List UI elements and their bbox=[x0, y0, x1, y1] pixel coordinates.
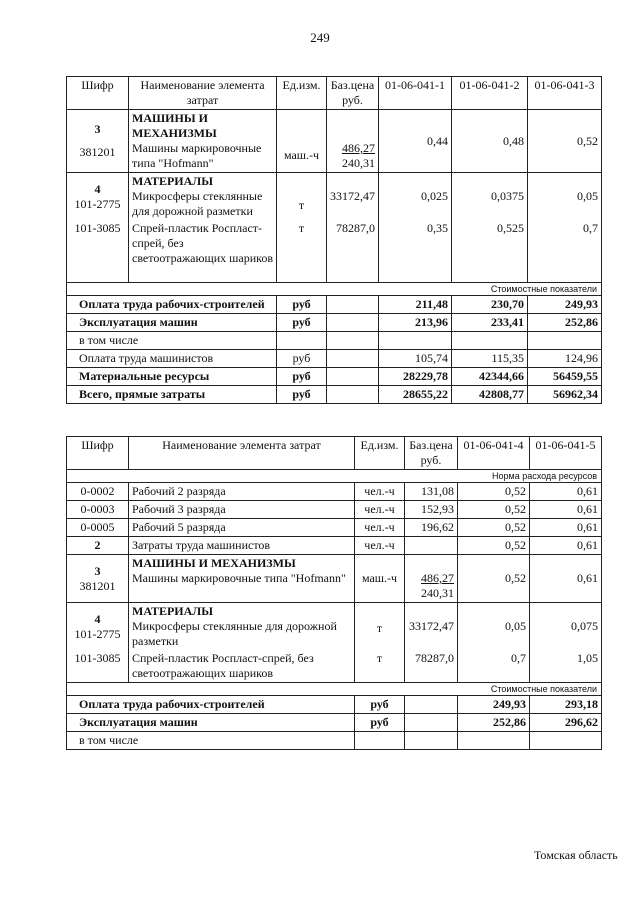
summary-row bbox=[67, 313, 602, 331]
row-name: Микросферы стеклянные для дорожной разметки bbox=[132, 619, 337, 648]
summary-label: Всего, прямые затраты bbox=[67, 385, 277, 403]
col-unit-header: Ед.изм. bbox=[277, 77, 327, 110]
row-value-1: 0,025 bbox=[421, 189, 448, 203]
row-value-5: 0,61 bbox=[530, 483, 602, 501]
col-name-header: Наименование элемента затрат bbox=[129, 437, 355, 470]
row-unit: т bbox=[355, 650, 405, 683]
row-name: Спрей-пластик Роспласт-спрей, без светоотражающих шариков bbox=[132, 221, 274, 265]
row-price-bottom: 240,31 bbox=[421, 586, 454, 600]
summary-value-2: 42344,66 bbox=[452, 367, 528, 385]
row-unit: маш.-ч bbox=[283, 148, 320, 162]
row-code: 2 bbox=[67, 537, 129, 555]
row-unit: чел.-ч bbox=[355, 537, 405, 555]
row-name: Микросферы стеклянные для дорожной разметки bbox=[132, 189, 263, 218]
row-name: Спрей-пластик Роспласт-спрей, без светоотражающих шариков bbox=[129, 650, 355, 683]
table-row bbox=[67, 519, 602, 537]
row-code: 0-0002 bbox=[67, 483, 129, 501]
row-price-bottom: 240,31 bbox=[342, 156, 375, 170]
summary-row bbox=[67, 331, 602, 349]
cost-indicators-label: Стоимостные показатели bbox=[67, 683, 602, 696]
col-price-header: Баз.цена руб. bbox=[405, 437, 458, 470]
col-header-4: 01-06-041-4 bbox=[458, 437, 530, 470]
row-unit: чел.-ч bbox=[355, 501, 405, 519]
row-value-4: 0,05 bbox=[505, 619, 526, 633]
summary-value-4: 252,86 bbox=[458, 714, 530, 732]
summary-unit: руб bbox=[277, 313, 327, 331]
section-title: МАТЕРИАЛЫ bbox=[132, 604, 213, 618]
summary-value-3: 56459,55 bbox=[528, 367, 602, 385]
row-name: Машины маркировочные типа "Hofmann" bbox=[132, 571, 346, 585]
section-row bbox=[67, 555, 602, 603]
norm-label: Норма расхода ресурсов bbox=[67, 470, 602, 483]
row-price: 78287,0 bbox=[336, 221, 375, 235]
summary-value-2: 233,41 bbox=[452, 313, 528, 331]
col-header-3: 01-06-041-3 bbox=[528, 77, 602, 110]
col-header-2: 01-06-041-2 bbox=[452, 77, 528, 110]
section-number: 4 bbox=[94, 181, 101, 196]
row-code: 381201 bbox=[79, 145, 116, 159]
summary-value-2: 115,35 bbox=[452, 349, 528, 367]
col-header-5: 01-06-041-5 bbox=[530, 437, 602, 470]
row-code: 101-3085 bbox=[74, 221, 121, 235]
summary-row bbox=[67, 732, 602, 750]
summary-row bbox=[67, 349, 602, 367]
section-row bbox=[67, 173, 602, 221]
row-price: 78287,0 bbox=[405, 650, 458, 683]
row-value-4: 0,52 bbox=[505, 571, 526, 585]
row-name: Затраты труда машинистов bbox=[129, 537, 355, 555]
row-code: 101-2775 bbox=[74, 626, 121, 641]
row-value-5: 0,61 bbox=[530, 501, 602, 519]
footer-region: Томская область bbox=[534, 848, 618, 862]
summary-unit: руб bbox=[277, 349, 327, 367]
table-row bbox=[67, 483, 602, 501]
row-value-1: 0,44 bbox=[427, 133, 448, 148]
summary-value-1: 28229,78 bbox=[379, 367, 452, 385]
row-value-4: 0,52 bbox=[458, 537, 530, 555]
row-price: 33172,47 bbox=[409, 619, 454, 633]
row-value-3: 0,05 bbox=[577, 189, 598, 203]
row-unit: чел.-ч bbox=[355, 483, 405, 501]
summary-label: Эксплуатация машин bbox=[67, 714, 355, 732]
col-code-header: Шифр bbox=[67, 437, 129, 470]
row-unit: т bbox=[376, 621, 383, 635]
summary-row bbox=[67, 696, 602, 714]
summary-value-1: 213,96 bbox=[379, 313, 452, 331]
col-header-1: 01-06-041-1 bbox=[379, 77, 452, 110]
summary-value-1: 105,74 bbox=[379, 349, 452, 367]
summary-label: в том числе bbox=[67, 732, 355, 750]
summary-value-4: 249,93 bbox=[458, 696, 530, 714]
row-value-5: 0,075 bbox=[571, 619, 598, 633]
row-name: Рабочий 3 разряда bbox=[129, 501, 355, 519]
row-value-4: 0,52 bbox=[458, 519, 530, 537]
summary-value-2: 230,70 bbox=[452, 295, 528, 313]
summary-value-2: 42808,77 bbox=[452, 385, 528, 403]
summary-value-1: 28655,22 bbox=[379, 385, 452, 403]
row-value-3: 0,52 bbox=[577, 133, 598, 148]
summary-label: в том числе bbox=[67, 331, 277, 349]
row-code: 0-0003 bbox=[67, 501, 129, 519]
row-value-2: 0,48 bbox=[503, 133, 524, 148]
summary-value-1: 211,48 bbox=[379, 295, 452, 313]
row-name: Машины маркировочные типа "Hofmann" bbox=[132, 141, 262, 170]
row-unit: чел.-ч bbox=[355, 519, 405, 537]
resource-table-2 bbox=[66, 436, 602, 750]
row-unit: т bbox=[298, 221, 305, 235]
row-code: 0-0005 bbox=[67, 519, 129, 537]
summary-label: Оплата труда машинистов bbox=[67, 349, 277, 367]
summary-value-3: 56962,34 bbox=[528, 385, 602, 403]
table-row bbox=[67, 537, 602, 555]
resource-table-1 bbox=[66, 76, 602, 404]
row-name: Рабочий 2 разряда bbox=[129, 483, 355, 501]
row-value-1: 0,35 bbox=[427, 221, 448, 235]
summary-label: Оплата труда рабочих-строителей bbox=[67, 696, 355, 714]
summary-label: Оплата труда рабочих-строителей bbox=[67, 295, 277, 313]
row-price-top: 486,27 bbox=[421, 571, 454, 585]
summary-value-3: 249,93 bbox=[528, 295, 602, 313]
cost-label-row bbox=[67, 683, 602, 696]
row-value-5: 0,61 bbox=[530, 537, 602, 555]
section-row bbox=[67, 110, 602, 173]
section-number: 4 bbox=[94, 611, 101, 626]
row-price: 152,93 bbox=[405, 501, 458, 519]
row-price: 131,08 bbox=[405, 483, 458, 501]
row-name: Рабочий 5 разряда bbox=[129, 519, 355, 537]
summary-unit: руб bbox=[277, 367, 327, 385]
row-value-3: 0,7 bbox=[583, 221, 598, 235]
row-unit: т bbox=[298, 197, 305, 212]
row-unit: маш.-ч bbox=[361, 571, 398, 585]
summary-label: Эксплуатация машин bbox=[67, 313, 277, 331]
table-row bbox=[67, 650, 602, 683]
row-code: 101-3085 bbox=[67, 650, 129, 683]
summary-row bbox=[67, 295, 602, 313]
summary-row bbox=[67, 714, 602, 732]
summary-row bbox=[67, 385, 602, 403]
summary-label: Материальные ресурсы bbox=[67, 367, 277, 385]
cost-indicators-label: Стоимостные показатели bbox=[67, 282, 602, 295]
table-row bbox=[67, 220, 602, 282]
row-value-5: 1,05 bbox=[530, 650, 602, 683]
section-title: МАШИНЫ И МЕХАНИЗМЫ bbox=[132, 556, 296, 570]
row-code: 101-2775 bbox=[74, 196, 121, 211]
summary-unit: руб bbox=[355, 714, 405, 732]
section-title: МАТЕРИАЛЫ bbox=[132, 174, 213, 188]
col-code-header: Шифр bbox=[67, 77, 129, 110]
col-price-header: Баз.цена руб. bbox=[327, 77, 379, 110]
summary-unit: руб bbox=[277, 295, 327, 313]
row-price: 33172,47 bbox=[330, 189, 375, 203]
table-header bbox=[67, 77, 602, 110]
row-price: 196,62 bbox=[405, 519, 458, 537]
row-value-4: 0,52 bbox=[458, 501, 530, 519]
summary-value-3: 124,96 bbox=[528, 349, 602, 367]
section-row bbox=[67, 603, 602, 651]
row-price-top: 486,27 bbox=[342, 141, 375, 155]
row-value-2: 0,0375 bbox=[491, 189, 524, 203]
col-unit-header: Ед.изм. bbox=[355, 437, 405, 470]
row-value-2: 0,525 bbox=[497, 221, 524, 235]
row-code: 381201 bbox=[79, 578, 116, 593]
row-value-5: 0,61 bbox=[530, 519, 602, 537]
section-number: 3 bbox=[94, 563, 101, 578]
summary-value-3: 252,86 bbox=[528, 313, 602, 331]
table-header bbox=[67, 437, 602, 470]
summary-value-5: 293,18 bbox=[530, 696, 602, 714]
col-name-header: Наименование элемента затрат bbox=[129, 77, 277, 110]
section-title: МАШИНЫ И МЕХАНИЗМЫ bbox=[132, 111, 217, 140]
summary-value-5: 296,62 bbox=[530, 714, 602, 732]
summary-unit: руб bbox=[355, 696, 405, 714]
page-number: 249 bbox=[310, 30, 330, 45]
row-value-4: 0,52 bbox=[458, 483, 530, 501]
summary-row bbox=[67, 367, 602, 385]
row-value-4: 0,7 bbox=[458, 650, 530, 683]
cost-label-row bbox=[67, 282, 602, 295]
norm-label-row bbox=[67, 470, 602, 483]
section-number: 3 bbox=[94, 122, 101, 136]
row-value-5: 0,61 bbox=[577, 571, 598, 585]
table-row bbox=[67, 501, 602, 519]
summary-unit: руб bbox=[277, 385, 327, 403]
